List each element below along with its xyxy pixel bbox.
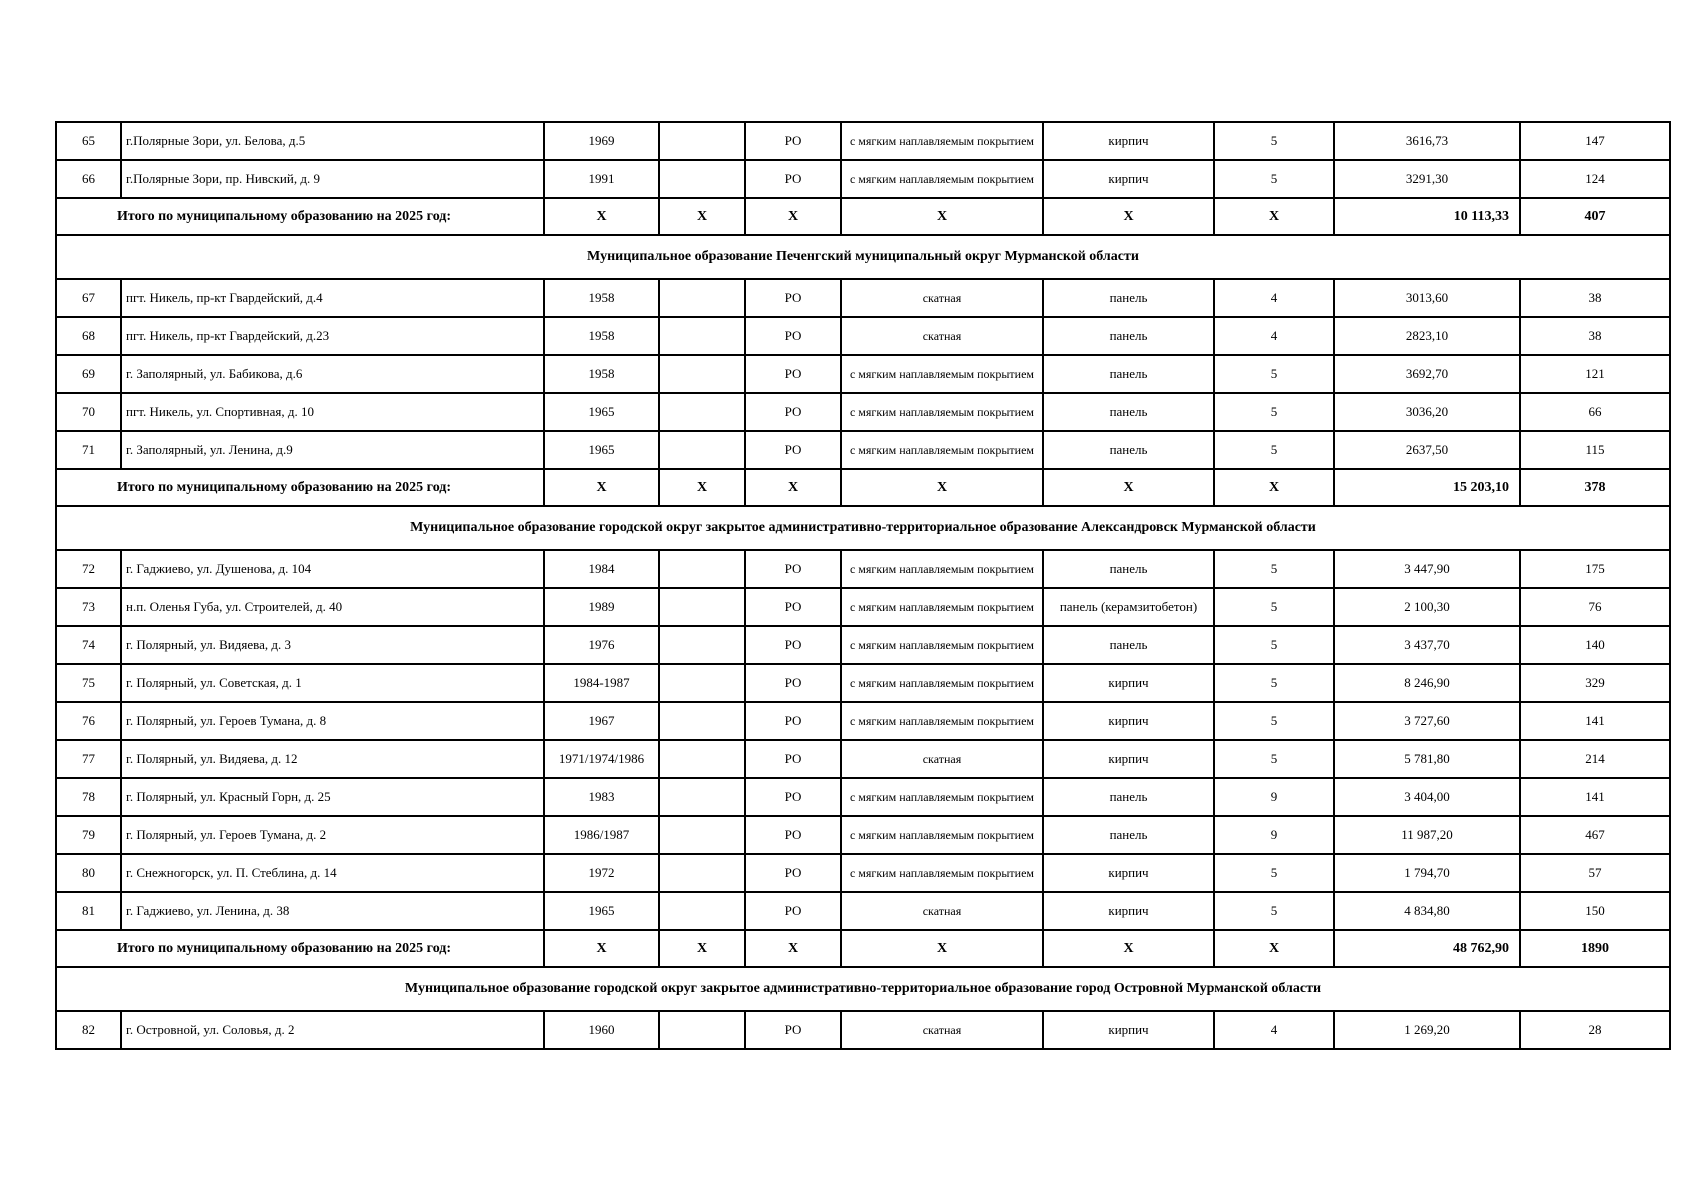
floors-cell: 5 [1214, 431, 1334, 469]
total-x-material: Х [1043, 198, 1214, 235]
roof-cell: с мягким наплавляемым покрытием [841, 854, 1043, 892]
fund-cell: РО [745, 317, 841, 355]
address-cell: г. Гаджиево, ул. Душенова, д. 104 [121, 550, 544, 588]
total-x-col4: Х [659, 930, 745, 967]
residents-cell: 175 [1520, 550, 1670, 588]
row-number: 81 [56, 892, 121, 930]
row-number: 68 [56, 317, 121, 355]
total-area: 48 762,90 [1334, 930, 1520, 967]
total-label: Итого по муниципальному образованию на 2025 год: [56, 198, 544, 235]
floors-cell: 9 [1214, 816, 1334, 854]
residents-cell: 76 [1520, 588, 1670, 626]
address-cell: пгт. Никель, ул. Спортивная, д. 10 [121, 393, 544, 431]
roof-cell: скатная [841, 892, 1043, 930]
address-cell: г. Заполярный, ул. Ленина, д.9 [121, 431, 544, 469]
section-header: Муниципальное образование городской округ закрытое административно-территориальное образование город Островной Мурманской области [56, 967, 1670, 1011]
fund-cell: РО [745, 431, 841, 469]
area-cell: 5 781,80 [1334, 740, 1520, 778]
total-residents: 407 [1520, 198, 1670, 235]
total-x-floors: Х [1214, 469, 1334, 506]
roof-cell: скатная [841, 1011, 1043, 1049]
fund-cell: РО [745, 816, 841, 854]
row-number: 71 [56, 431, 121, 469]
table-row [56, 702, 1670, 740]
wall-material-cell: панель [1043, 550, 1214, 588]
wall-material-cell: панель [1043, 279, 1214, 317]
roof-cell: с мягким наплавляемым покрытием [841, 393, 1043, 431]
row-number: 82 [56, 1011, 121, 1049]
year-cell: 1991 [544, 160, 659, 198]
year-cell: 1972 [544, 854, 659, 892]
roof-cell: с мягким наплавляемым покрытием [841, 816, 1043, 854]
row-number: 73 [56, 588, 121, 626]
area-cell: 3036,20 [1334, 393, 1520, 431]
residents-cell: 57 [1520, 854, 1670, 892]
empty-cell [659, 550, 745, 588]
area-cell: 2637,50 [1334, 431, 1520, 469]
area-cell: 8 246,90 [1334, 664, 1520, 702]
wall-material-cell: кирпич [1043, 740, 1214, 778]
total-row [56, 469, 1670, 506]
total-x-floors: Х [1214, 930, 1334, 967]
total-x-roof: Х [841, 198, 1043, 235]
address-cell: г. Полярный, ул. Видяева, д. 12 [121, 740, 544, 778]
row-number: 72 [56, 550, 121, 588]
total-residents: 378 [1520, 469, 1670, 506]
wall-material-cell: панель (керамзитобетон) [1043, 588, 1214, 626]
year-cell: 1984-1987 [544, 664, 659, 702]
floors-cell: 5 [1214, 854, 1334, 892]
total-row [56, 930, 1670, 967]
fund-cell: РО [745, 740, 841, 778]
address-cell: н.п. Оленья Губа, ул. Строителей, д. 40 [121, 588, 544, 626]
year-cell: 1976 [544, 626, 659, 664]
row-number: 78 [56, 778, 121, 816]
wall-material-cell: кирпич [1043, 854, 1214, 892]
row-number: 66 [56, 160, 121, 198]
area-cell: 3 404,00 [1334, 778, 1520, 816]
year-cell: 1958 [544, 355, 659, 393]
empty-cell [659, 588, 745, 626]
row-number: 75 [56, 664, 121, 702]
floors-cell: 5 [1214, 393, 1334, 431]
year-cell: 1965 [544, 393, 659, 431]
total-x-fund: Х [745, 469, 841, 506]
table-row [56, 626, 1670, 664]
year-cell: 1958 [544, 279, 659, 317]
table-row [56, 664, 1670, 702]
wall-material-cell: кирпич [1043, 892, 1214, 930]
floors-cell: 4 [1214, 279, 1334, 317]
roof-cell: с мягким наплавляемым покрытием [841, 550, 1043, 588]
floors-cell: 5 [1214, 664, 1334, 702]
table-row [56, 279, 1670, 317]
fund-cell: РО [745, 393, 841, 431]
residents-cell: 150 [1520, 892, 1670, 930]
total-area: 10 113,33 [1334, 198, 1520, 235]
row-number: 65 [56, 122, 121, 160]
table-row [56, 740, 1670, 778]
floors-cell: 5 [1214, 160, 1334, 198]
year-cell: 1971/1974/1986 [544, 740, 659, 778]
total-x-roof: Х [841, 469, 1043, 506]
empty-cell [659, 778, 745, 816]
empty-cell [659, 393, 745, 431]
total-x-year: Х [544, 469, 659, 506]
area-cell: 3 437,70 [1334, 626, 1520, 664]
fund-cell: РО [745, 664, 841, 702]
roof-cell: с мягким наплавляемым покрытием [841, 664, 1043, 702]
floors-cell: 5 [1214, 702, 1334, 740]
roof-cell: с мягким наплавляемым покрытием [841, 778, 1043, 816]
roof-cell: скатная [841, 740, 1043, 778]
table-row [56, 1011, 1670, 1049]
floors-cell: 9 [1214, 778, 1334, 816]
address-cell: пгт. Никель, пр-кт Гвардейский, д.4 [121, 279, 544, 317]
section-header-row [56, 967, 1670, 1011]
address-cell: г. Островной, ул. Соловья, д. 2 [121, 1011, 544, 1049]
roof-cell: скатная [841, 279, 1043, 317]
floors-cell: 5 [1214, 355, 1334, 393]
table-row [56, 854, 1670, 892]
floors-cell: 4 [1214, 1011, 1334, 1049]
address-cell: г. Полярный, ул. Героев Тумана, д. 8 [121, 702, 544, 740]
empty-cell [659, 892, 745, 930]
total-x-floors: Х [1214, 198, 1334, 235]
table-row [56, 550, 1670, 588]
year-cell: 1969 [544, 122, 659, 160]
wall-material-cell: панель [1043, 816, 1214, 854]
total-x-fund: Х [745, 198, 841, 235]
address-cell: г. Снежногорск, ул. П. Стеблина, д. 14 [121, 854, 544, 892]
fund-cell: РО [745, 160, 841, 198]
address-cell: г. Полярный, ул. Видяева, д. 3 [121, 626, 544, 664]
fund-cell: РО [745, 588, 841, 626]
total-label: Итого по муниципальному образованию на 2025 год: [56, 469, 544, 506]
residents-cell: 38 [1520, 279, 1670, 317]
wall-material-cell: панель [1043, 317, 1214, 355]
table-row [56, 393, 1670, 431]
roof-cell: с мягким наплавляемым покрытием [841, 355, 1043, 393]
fund-cell: РО [745, 279, 841, 317]
floors-cell: 5 [1214, 588, 1334, 626]
total-x-material: Х [1043, 469, 1214, 506]
wall-material-cell: панель [1043, 393, 1214, 431]
residents-cell: 147 [1520, 122, 1670, 160]
fund-cell: РО [745, 778, 841, 816]
wall-material-cell: панель [1043, 778, 1214, 816]
wall-material-cell: панель [1043, 431, 1214, 469]
row-number: 76 [56, 702, 121, 740]
year-cell: 1965 [544, 892, 659, 930]
wall-material-cell: кирпич [1043, 702, 1214, 740]
empty-cell [659, 1011, 745, 1049]
total-x-material: Х [1043, 930, 1214, 967]
table-row [56, 892, 1670, 930]
row-number: 79 [56, 816, 121, 854]
section-header-row [56, 235, 1670, 279]
empty-cell [659, 626, 745, 664]
table-row [56, 160, 1670, 198]
area-cell: 3616,73 [1334, 122, 1520, 160]
empty-cell [659, 317, 745, 355]
table-row [56, 778, 1670, 816]
year-cell: 1965 [544, 431, 659, 469]
housing-table [55, 121, 1671, 1050]
section-header: Муниципальное образование Печенгский муниципальный округ Мурманской области [56, 235, 1670, 279]
roof-cell: с мягким наплавляемым покрытием [841, 431, 1043, 469]
year-cell: 1989 [544, 588, 659, 626]
wall-material-cell: кирпич [1043, 664, 1214, 702]
area-cell: 11 987,20 [1334, 816, 1520, 854]
roof-cell: с мягким наплавляемым покрытием [841, 702, 1043, 740]
residents-cell: 66 [1520, 393, 1670, 431]
residents-cell: 38 [1520, 317, 1670, 355]
floors-cell: 5 [1214, 550, 1334, 588]
total-x-fund: Х [745, 930, 841, 967]
wall-material-cell: кирпич [1043, 160, 1214, 198]
fund-cell: РО [745, 626, 841, 664]
address-cell: пгт. Никель, пр-кт Гвардейский, д.23 [121, 317, 544, 355]
year-cell: 1967 [544, 702, 659, 740]
floors-cell: 5 [1214, 740, 1334, 778]
fund-cell: РО [745, 854, 841, 892]
area-cell: 3 447,90 [1334, 550, 1520, 588]
empty-cell [659, 160, 745, 198]
roof-cell: скатная [841, 317, 1043, 355]
empty-cell [659, 816, 745, 854]
area-cell: 1 794,70 [1334, 854, 1520, 892]
table-row [56, 122, 1670, 160]
address-cell: г.Полярные Зори, пр. Нивский, д. 9 [121, 160, 544, 198]
empty-cell [659, 431, 745, 469]
total-x-year: Х [544, 930, 659, 967]
area-cell: 2 100,30 [1334, 588, 1520, 626]
fund-cell: РО [745, 702, 841, 740]
empty-cell [659, 664, 745, 702]
year-cell: 1986/1987 [544, 816, 659, 854]
address-cell: г.Полярные Зори, ул. Белова, д.5 [121, 122, 544, 160]
area-cell: 2823,10 [1334, 317, 1520, 355]
section-header-row [56, 506, 1670, 550]
residents-cell: 28 [1520, 1011, 1670, 1049]
total-row [56, 198, 1670, 235]
residents-cell: 140 [1520, 626, 1670, 664]
fund-cell: РО [745, 355, 841, 393]
total-x-col4: Х [659, 198, 745, 235]
residents-cell: 121 [1520, 355, 1670, 393]
address-cell: г. Полярный, ул. Героев Тумана, д. 2 [121, 816, 544, 854]
residents-cell: 214 [1520, 740, 1670, 778]
wall-material-cell: панель [1043, 355, 1214, 393]
residents-cell: 467 [1520, 816, 1670, 854]
area-cell: 3692,70 [1334, 355, 1520, 393]
area-cell: 1 269,20 [1334, 1011, 1520, 1049]
address-cell: г. Гаджиево, ул. Ленина, д. 38 [121, 892, 544, 930]
empty-cell [659, 854, 745, 892]
row-number: 80 [56, 854, 121, 892]
empty-cell [659, 740, 745, 778]
wall-material-cell: кирпич [1043, 1011, 1214, 1049]
residents-cell: 115 [1520, 431, 1670, 469]
roof-cell: с мягким наплавляемым покрытием [841, 122, 1043, 160]
residents-cell: 329 [1520, 664, 1670, 702]
address-cell: г. Полярный, ул. Советская, д. 1 [121, 664, 544, 702]
residents-cell: 124 [1520, 160, 1670, 198]
table-row [56, 816, 1670, 854]
year-cell: 1958 [544, 317, 659, 355]
fund-cell: РО [745, 550, 841, 588]
total-x-year: Х [544, 198, 659, 235]
total-residents: 1890 [1520, 930, 1670, 967]
year-cell: 1960 [544, 1011, 659, 1049]
wall-material-cell: кирпич [1043, 122, 1214, 160]
floors-cell: 4 [1214, 317, 1334, 355]
empty-cell [659, 279, 745, 317]
table-row [56, 588, 1670, 626]
total-x-col4: Х [659, 469, 745, 506]
roof-cell: с мягким наплавляемым покрытием [841, 588, 1043, 626]
empty-cell [659, 122, 745, 160]
roof-cell: с мягким наплавляемым покрытием [841, 626, 1043, 664]
total-area: 15 203,10 [1334, 469, 1520, 506]
total-label: Итого по муниципальному образованию на 2025 год: [56, 930, 544, 967]
table-body [56, 122, 1670, 1049]
area-cell: 3 727,60 [1334, 702, 1520, 740]
section-header: Муниципальное образование городской округ закрытое административно-территориальное образование Александровск Мурманской области [56, 506, 1670, 550]
year-cell: 1983 [544, 778, 659, 816]
fund-cell: РО [745, 1011, 841, 1049]
empty-cell [659, 702, 745, 740]
table-row [56, 355, 1670, 393]
roof-cell: с мягким наплавляемым покрытием [841, 160, 1043, 198]
total-x-roof: Х [841, 930, 1043, 967]
fund-cell: РО [745, 892, 841, 930]
row-number: 70 [56, 393, 121, 431]
fund-cell: РО [745, 122, 841, 160]
empty-cell [659, 355, 745, 393]
area-cell: 3013,60 [1334, 279, 1520, 317]
residents-cell: 141 [1520, 702, 1670, 740]
table-row [56, 431, 1670, 469]
row-number: 67 [56, 279, 121, 317]
floors-cell: 5 [1214, 122, 1334, 160]
floors-cell: 5 [1214, 892, 1334, 930]
year-cell: 1984 [544, 550, 659, 588]
address-cell: г. Полярный, ул. Красный Горн, д. 25 [121, 778, 544, 816]
floors-cell: 5 [1214, 626, 1334, 664]
area-cell: 4 834,80 [1334, 892, 1520, 930]
table-row [56, 317, 1670, 355]
row-number: 69 [56, 355, 121, 393]
row-number: 77 [56, 740, 121, 778]
wall-material-cell: панель [1043, 626, 1214, 664]
residents-cell: 141 [1520, 778, 1670, 816]
area-cell: 3291,30 [1334, 160, 1520, 198]
address-cell: г. Заполярный, ул. Бабикова, д.6 [121, 355, 544, 393]
row-number: 74 [56, 626, 121, 664]
